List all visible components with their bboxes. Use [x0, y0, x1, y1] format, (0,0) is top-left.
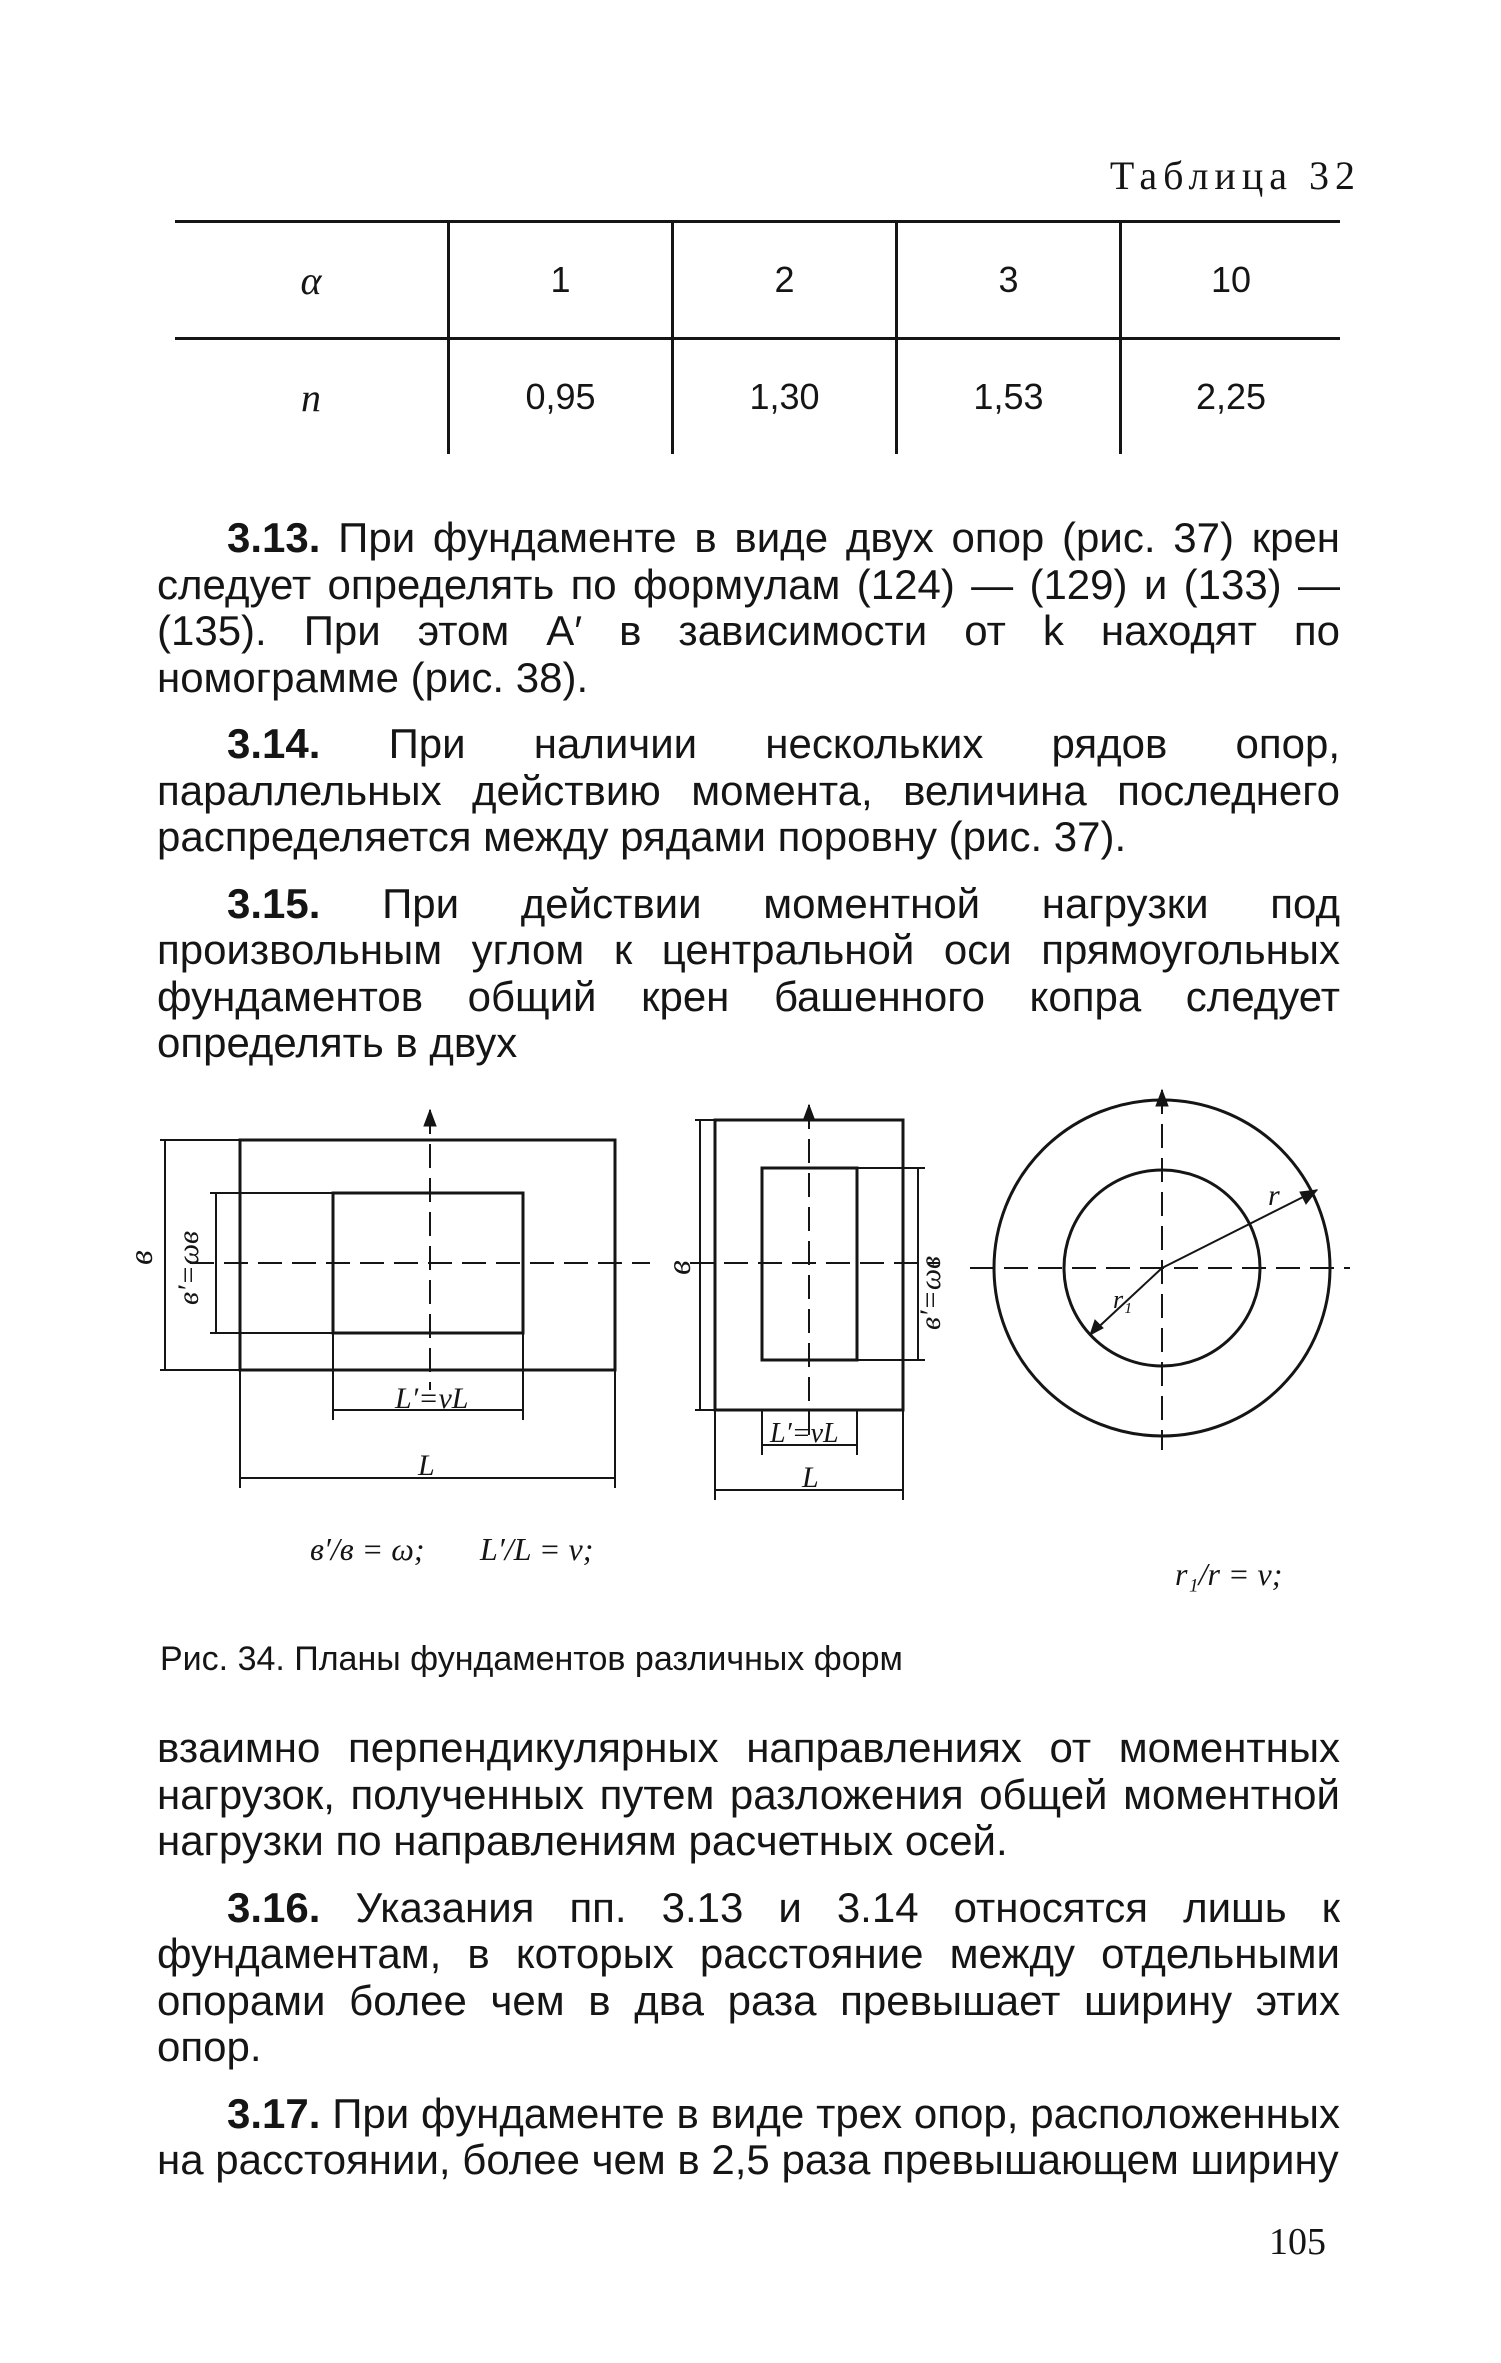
- label-b-2: в: [661, 1260, 698, 1275]
- table-cell: 2,25: [1120, 339, 1340, 455]
- paragraph-text: При действии моментной нагрузки под произвольным углом к центральной оси прямоугольных фундаментов общий крен башенного копра следует определять в двух: [157, 879, 1340, 1066]
- table-cell: 1,30: [672, 339, 896, 455]
- paragraph-number: 3.13.: [227, 514, 321, 561]
- row-header-alpha: α: [175, 222, 449, 339]
- paragraph-3-16: [157, 1885, 1340, 2071]
- table-cell: 0,95: [449, 339, 673, 455]
- label-l: L: [418, 1449, 435, 1482]
- paragraph-number: 3.15.: [227, 879, 321, 927]
- table-cell: 2: [672, 222, 896, 339]
- table-cell: 1: [449, 222, 673, 339]
- label-b-prime-2: в′=ωв: [914, 1255, 947, 1330]
- label-r: r: [1268, 1179, 1280, 1212]
- dimension-arrow-icon: [1090, 1320, 1103, 1335]
- label-l-2: L: [802, 1461, 819, 1494]
- paragraph-text: При наличии нескольких рядов опор, параллельных действию момента, величина последнего распределяется между рядами поровну (рис. 37).: [157, 720, 1340, 860]
- row-header-n: n: [301, 374, 321, 420]
- formula-ring: r₁/r = ν;: [1175, 1556, 1283, 1592]
- text-block-top: [157, 515, 1340, 1087]
- paragraph-3-14: [157, 721, 1340, 861]
- paragraph-number: 3.14.: [227, 720, 321, 767]
- paragraph-text: Указания пп. 3.13 и 3.14 относятся лишь к фундаментам, в которых расстояние между отдельными опорами более чем в два раза превышает ширину этих опор.: [157, 1883, 1340, 2070]
- paragraph-continuation: [157, 1725, 1340, 1865]
- table-caption: Таблица 32: [1109, 153, 1361, 198]
- foundation-plans-figure: [123, 1090, 1350, 1610]
- page-number: 105: [1269, 2221, 1326, 2263]
- table-cell: 3: [896, 222, 1120, 339]
- table-row-alpha: [175, 222, 1340, 339]
- table-cell: 1,53: [896, 339, 1120, 455]
- paragraph-text: взаимно перпендикулярных направлениях от моментных нагрузок, полученных путем разложения общей моментной нагрузки по направлениям расчетных осей.: [157, 1724, 1340, 1864]
- label-r1: r₁: [1113, 1285, 1133, 1314]
- paragraph-3-15: [157, 881, 1340, 1067]
- label-b-prime: в′=ωв: [172, 1230, 205, 1305]
- paragraph-number: 3.17.: [227, 2089, 321, 2137]
- figure-caption: Рис. 34. Планы фундаментов различных форм: [160, 1640, 903, 1678]
- formula-nu: L′/L = ν;: [480, 1531, 594, 1567]
- text-block-bottom: [157, 1725, 1340, 2204]
- paragraph-3-13: [157, 515, 1340, 701]
- axis-arrow-icon: [424, 1110, 436, 1126]
- paragraph-text: При фундаменте в виде двух опор (рис. 37) крен следует определять по формулам (124) — (129) и (133) — (135). При этом A′ в зависимости от k находят по номограмме (рис. 38).: [157, 514, 1340, 701]
- axis-arrow-icon: [1156, 1090, 1168, 1106]
- paragraph-text: При фундаменте в виде трех опор, расположенных на расстоянии, более чем в 2,5 раза превышающем ширину: [157, 2089, 1340, 2183]
- formula-omega: в′/в = ω;: [310, 1531, 425, 1567]
- label-l-prime-b: L′=νL: [770, 1418, 839, 1449]
- label-l-prime-a: L′=νL: [395, 1382, 469, 1415]
- paragraph-number: 3.16.: [227, 1883, 321, 1931]
- outer-rectangle-1: [240, 1140, 615, 1370]
- table-cell: 10: [1120, 222, 1340, 339]
- paragraph-3-17: [157, 2091, 1340, 2184]
- axis-arrow-icon: [803, 1105, 815, 1121]
- label-b: в: [123, 1250, 160, 1265]
- data-table: [175, 220, 1340, 454]
- foundation-plans-drawing: [123, 1090, 1350, 1610]
- table-row-n: [175, 339, 1340, 455]
